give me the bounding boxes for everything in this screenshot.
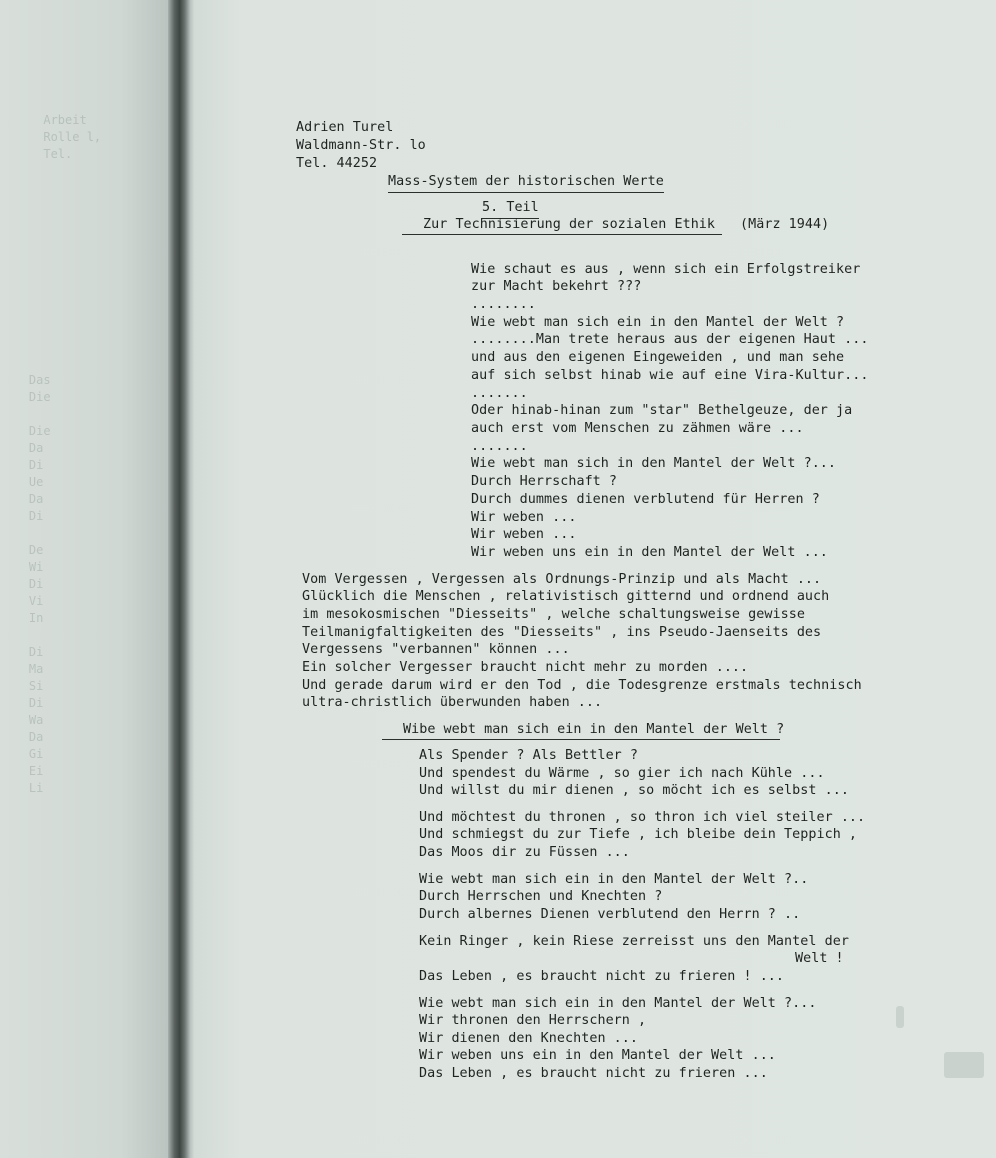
prose-line: Glücklich die Menschen , relativistisch gitternd und ordnend auch	[302, 589, 830, 604]
stanza-line: Wie schaut es aus , wenn sich ein Erfolgstreiker	[471, 262, 861, 277]
author-street: Waldmann-Str. lo	[296, 138, 426, 153]
verse-line: Wie webt man sich ein in den Mantel der Welt ?..	[419, 872, 809, 887]
scan-smudge	[896, 1006, 904, 1028]
bleed-through-text-middle: Das Die Die Da Di Ue Da Di De Wi Di Vi In Di Ma Si Di Wa Da Gi Ei Li	[28, 373, 51, 795]
part-label: 5. Teil	[482, 199, 539, 219]
verse-line: Wir thronen den Herrschern ,	[419, 1013, 647, 1028]
prose-line: im mesokosmischen "Diesseits" , welche schaltungsweise gewisse	[302, 607, 805, 622]
scan-smudge	[944, 1052, 984, 1078]
verse-line: Wie webt man sich ein in den Mantel der Welt ?...	[419, 996, 817, 1011]
verse-line: Als Spender ? Als Bettler ?	[419, 748, 639, 763]
prose-line: Ein solcher Vergesser braucht nicht mehr zu morden ....	[302, 660, 749, 675]
section-subtitle: Zur Technisierung der sozialen Ethik	[423, 217, 716, 232]
prose-line: ultra-christlich überwunden haben ...	[302, 695, 603, 710]
stanza-line: auf sich selbst hinab wie auf eine Vira-Kultur...	[471, 368, 869, 383]
bleed-through-text-top: Arbeit Rolle l, Tel.	[43, 113, 102, 161]
verse-line: Und möchtest du thronen , so thron ich viel steiler ...	[419, 810, 866, 825]
stanza-line: .......	[471, 439, 528, 454]
verse-line: Und schmiegst du zur Tiefe , ich bleibe dein Teppich ,	[419, 827, 858, 842]
stanza-line: auch erst vom Menschen zu zähmen wäre ...	[471, 421, 804, 436]
prose-line: Vergessens "verbannen" können ...	[302, 642, 570, 657]
verse-line: Wir dienen den Knechten ...	[419, 1031, 639, 1046]
section-heading-underline	[382, 739, 780, 740]
stanza-line: .......	[471, 386, 528, 401]
stanza-line: ........	[471, 297, 536, 312]
stanza-line: zur Macht bekehrt ???	[471, 279, 642, 294]
stanza-line: Durch Herrschaft ?	[471, 474, 618, 489]
stanza-line: ........Man trete heraus aus der eigenen Haut ...	[471, 332, 869, 347]
prose-line: Und gerade darum wird er den Tod , die Todesgrenze erstmals technisch	[302, 678, 862, 693]
stanza-line: Durch dummes dienen verblutend für Herren ?	[471, 492, 820, 507]
prose-line: Teilmanigfaltigkeiten des "Diesseits" , ins Pseudo-Jaenseits des	[302, 625, 822, 640]
verse-line: Und spendest du Wärme , so gier ich nach Kühle ...	[419, 766, 825, 781]
section-heading: Wibe webt man sich ein in den Mantel der Welt ?	[403, 722, 785, 737]
stanza-line: Wir weben uns ein in den Mantel der Welt ...	[471, 545, 828, 560]
author-phone: Tel. 44252	[296, 156, 378, 171]
author-name: Adrien Turel	[296, 120, 394, 135]
section-date: (März 1944)	[740, 217, 830, 232]
left-page	[0, 0, 172, 1158]
verse-line: Wir weben uns ein in den Mantel der Welt ...	[419, 1048, 776, 1063]
document-title: Mass-System der historischen Werte	[388, 173, 664, 193]
stanza-line: Wir weben ...	[471, 527, 577, 542]
verse-line: Das Leben , es braucht nicht zu frieren ! ...	[419, 969, 785, 984]
stanza-line: Wir weben ...	[471, 510, 577, 525]
verse-line: Das Leben , es braucht nicht zu frieren ...	[419, 1066, 768, 1081]
stanza-line: Oder hinab-hinan zum "star" Bethelgeuze, der ja	[471, 403, 853, 418]
subtitle-underline	[402, 234, 722, 235]
stanza-line: Wie webt man sich ein in den Mantel der Welt ?	[471, 315, 845, 330]
verse-line: Welt !	[795, 951, 844, 966]
verse-line: Kein Ringer , kein Riese zerreisst uns den Mantel der	[419, 934, 849, 949]
prose-line: Vom Vergessen , Vergessen als Ordnungs-Prinzip und als Macht ...	[302, 572, 822, 587]
stanza-line: Wie webt man sich in den Mantel der Welt ?...	[471, 456, 837, 471]
stanza-line: und aus den eigenen Eingeweiden , und man sehe	[471, 350, 845, 365]
book-gutter	[168, 0, 194, 1158]
verse-line: Durch Herrschen und Knechten ?	[419, 889, 663, 904]
verse-line: Das Moos dir zu Füssen ...	[419, 845, 630, 860]
verse-line: Durch albernes Dienen verblutend den Herrn ? ..	[419, 907, 801, 922]
verse-line: Und willst du mir dienen , so möcht ich es selbst ...	[419, 783, 849, 798]
